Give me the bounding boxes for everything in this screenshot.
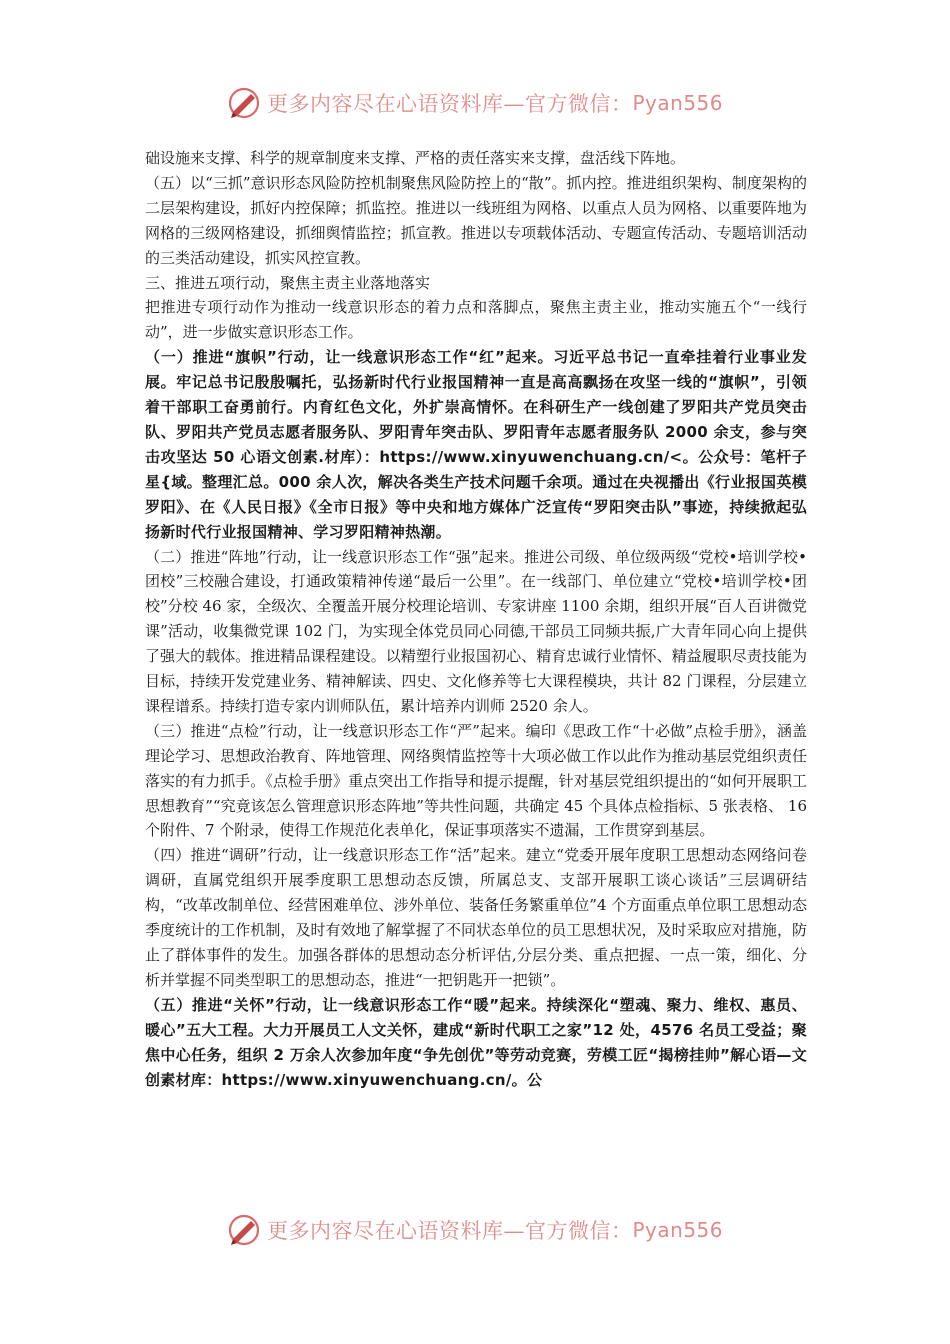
paragraph-6: （二）推进“阵地”行动，让一线意识形态工作“强”起来。推进公司级、单位级两级“党校•培训学校•团校”三校融合建设，打通政策精神传递“最后一公里”。在一线部门、单位建立“党校•培训学校•团校”分校 46 家，全级次、全覆盖开展分校理论培训、专家讲座 1100 余期，组织开展“百人百讲微党课”活动，收集微党课 102 门，为实现全体党员同心同德,干部员工同频共振,广大青年同心向上提供了强大的载体。推进精品课程建设。以精塑行业报国初心、精育忠诚行业情怀、精益履职尽责技能为目标，持续开发党建业务、精神解读、四史、文化修养等七大课程模块，共计 82 门课程，分层建立课程谱系。持续打造专家内训师队伍，累计培养内训师 2520 余人。 (145, 547, 807, 715)
paragraph-4: 把推进专项行动作为推动一线意识形态的着力点和落脚点，聚焦主责主业，推动实施五个“一线行动”，进一步做实意识形态工作。 (145, 298, 807, 342)
paragraph-8: （四）推进“调研”行动，让一线意识形态工作“活”起来。建立“党委开展年度职工思想动态网络问卷调研，直属党组织开展季度职工思想动态反馈，所属总支、支部开展职工谈心谈话”三层调研结构，“改革改制单位、经营困难单位、涉外单位、装备任务繁重单位”4 个方面重点单位职工思想动态季度统计的工作机制，及时有效地了解掌握了不同状态单位的员工思想状况，及时采取应对措施，防止了群体事件的发生。加强各群体的思想动态分析评估,分层分类、重点把握、一点一策，细化、分析并掌握不同类型职工的思想动态，推进“一把钥匙开一把锁”。 (145, 846, 807, 989)
banner-text-cn: 更多内容尽在心语资料库—官方微信： (266, 92, 633, 116)
banner-wechat-id: Pyan556 (632, 91, 723, 115)
pen-logo-icon (227, 86, 261, 120)
banner-text-cn: 更多内容尽在心语资料库—官方微信： (266, 1219, 633, 1243)
banner-wechat-id: Pyan556 (632, 1218, 723, 1242)
footer-watermark-banner (0, 1210, 950, 1250)
paragraph-5-bold: （一）推进“旗帜”行动，让一线意识形态工作“红”起来。习近平总书记一直牵挂着行业事业发展。牢记总书记殷殷嘱托，弘扬新时代行业报国精神一直是高高飘扬在攻坚一线的“旗帜”，引领着干部职工奋勇前行。内育红色文化，外扩崇高情怀。在科研生产一线创建了罗阳共产党员突击队、罗阳共产党员志愿者服务队、罗阳青年突击队、罗阳青年志愿者服务队 2000 余支，参与突击攻坚达 50 心语文创素.材库）：https://www.xinyuwenchuang.cn/<。公众号：笔杆子星{域。整理汇总。000 余人次，解决各类生产技术问题千余项。通过在央视播出《行业报国英模罗阳》、在《人民日报》《全市日报》等中央和地方媒体广泛宣传“罗阳突击队”事迹，持续掀起弘扬新时代行业报国精神、学习罗阳精神热潮。 (145, 348, 807, 541)
pen-logo-icon (227, 1213, 261, 1247)
paragraph-1: 础设施来支撑、科学的规章制度来支撑、严格的责任落实来支撑，盘活线下阵地。 (145, 149, 686, 167)
header-watermark-banner (0, 83, 950, 123)
document-body (145, 146, 807, 1092)
paragraph-7: （三）推进“点检”行动，让一线意识形态工作“严”起来。编印《思政工作“十必做”点检手册》，涵盖理论学习、思想政治教育、阵地管理、网络舆情监控等十大项必做工作以此作为推动基层党组织责任落实的有力抓手。《点检手册》重点突出工作指导和提示提醒，针对基层党组织提出的“如何开展职工思想教育”“究竟该怎么管理意识形态阵地”等共性问题，共确定 45 个具体点检指标、5 张表格、 16 个附件、7 个附录，使得工作规范化表单化，保证事项落实不遗漏，工作贯穿到基层。 (145, 721, 807, 840)
paragraph-9-bold: （五）推进“关怀”行动，让一线意识形态工作“暖”起来。持续深化“塑魂、聚力、维权、惠员、暖心”五大工程。大力开展员工人文关怀，建成“新时代职工之家”12 处，4576 名员工受益；聚焦中心任务，组织 2 万余人次参加年度“争先创优”等劳动竞赛，劳模工匠“揭榜挂帅”解心语—文创素材库：https://www.xinyuwenchuang.cn/。公 (145, 995, 807, 1089)
section-heading-3: 三、推进五项行动，聚焦主责主业落地落实 (145, 273, 431, 292)
paragraph-2: （五）以“三抓”意识形态风险防控机制聚焦风险防控上的“散”。抓内控。推进组织架构、制度架构的二层架构建设，抓好内控保障；抓监控。推进以一线班组为网格、以重点人员为网格、以重要阵地为网格的三级网格建设，抓细舆情监控；抓宣教。推进以专项载体活动、专题宣传活动、专题培训活动的三类活动建设，抓实风控宣教。 (145, 173, 807, 267)
